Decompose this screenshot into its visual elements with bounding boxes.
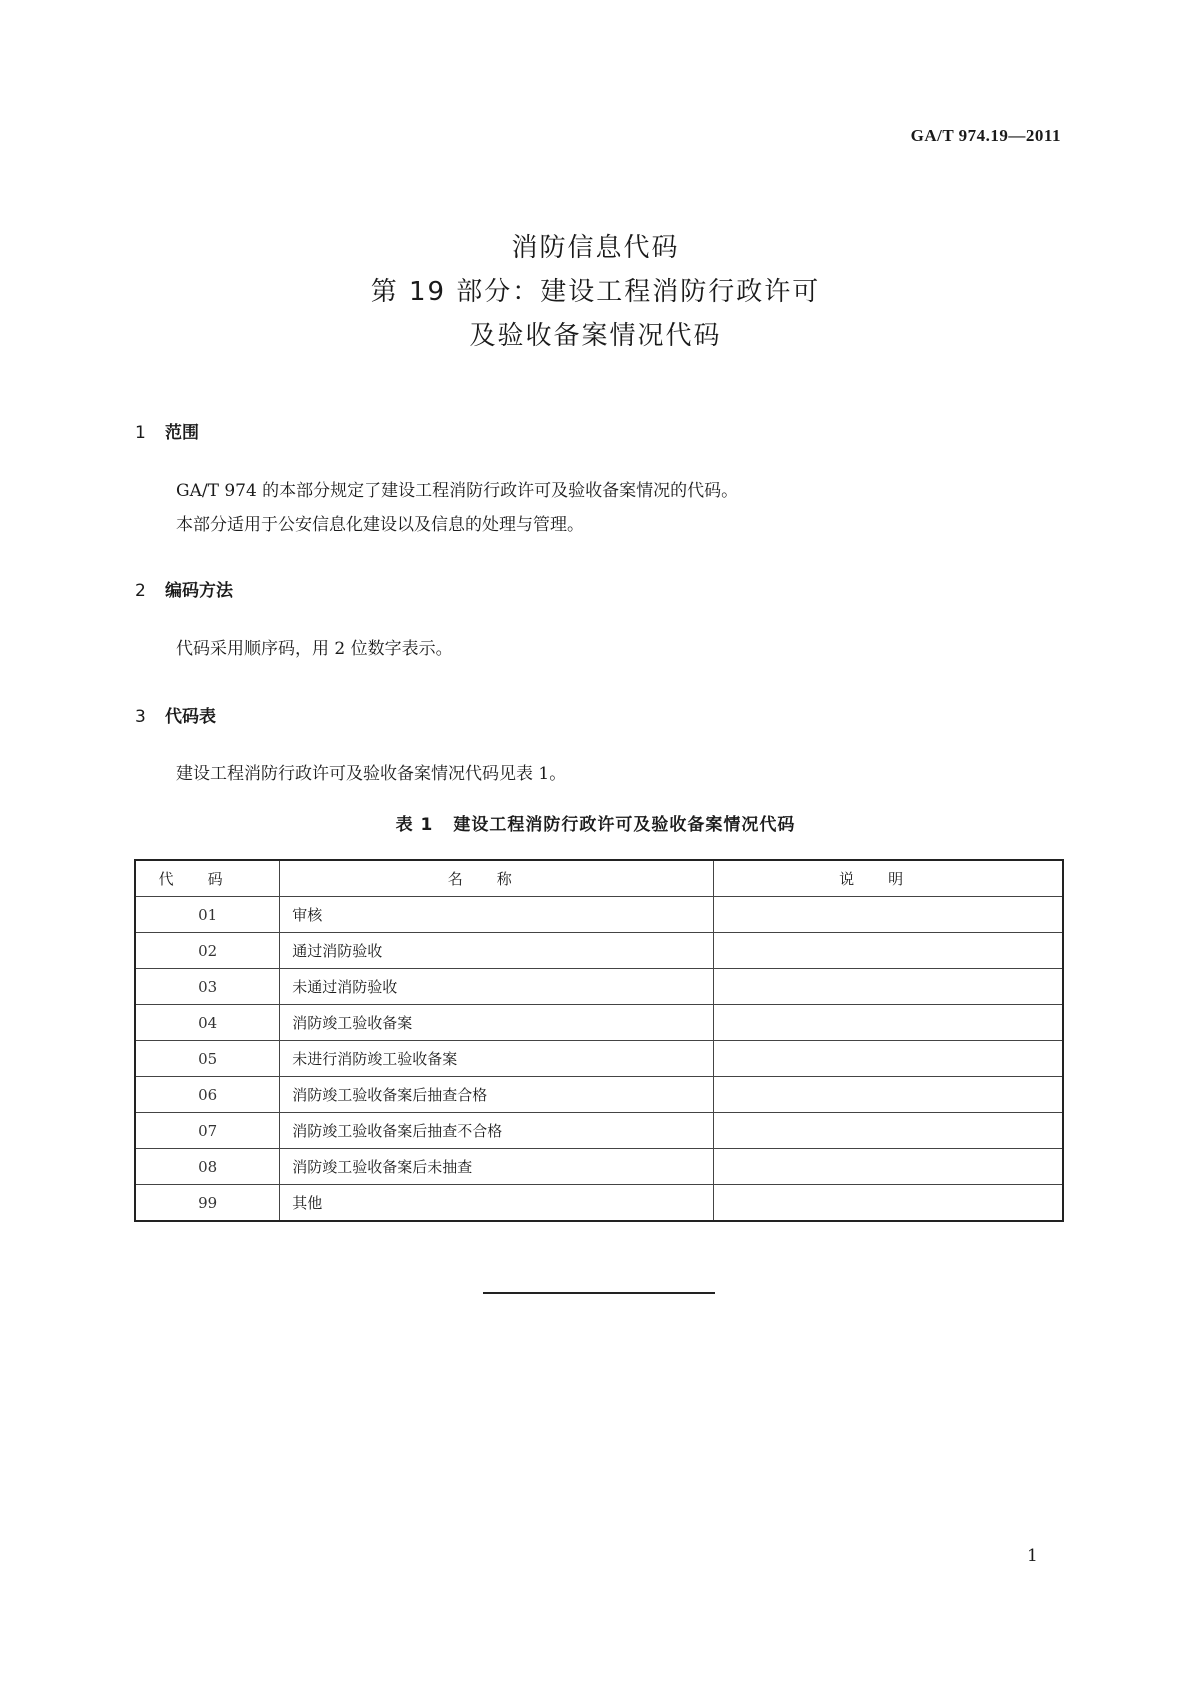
table-row — [135, 1005, 1063, 1041]
table-row — [135, 969, 1063, 1005]
section-title: 范围 — [165, 423, 199, 443]
cell-code: 01 — [135, 897, 280, 933]
title-line-2: 第 19 部分：建设工程消防行政许可 — [370, 277, 821, 307]
table-row — [135, 1077, 1063, 1113]
table-row — [135, 1041, 1063, 1077]
cell-name: 未通过消防验收 — [280, 969, 714, 1005]
header-name: 名称 — [280, 860, 714, 897]
cell-name: 消防竣工验收备案 — [280, 1005, 714, 1041]
cell-note — [714, 1149, 1063, 1185]
cell-note — [714, 1041, 1063, 1077]
end-rule-divider — [483, 1292, 715, 1294]
cell-name: 未进行消防竣工验收备案 — [280, 1041, 714, 1077]
cell-name: 消防竣工验收备案后抽查不合格 — [280, 1113, 714, 1149]
cell-name: 审核 — [280, 897, 714, 933]
section-1-paragraph-1: GA/T 974 的本部分规定了建设工程消防行政许可及验收备案情况的代码。 — [176, 481, 739, 501]
document-title — [0, 226, 1191, 358]
cell-note — [714, 969, 1063, 1005]
cell-code: 04 — [135, 1005, 280, 1041]
cell-code: 05 — [135, 1041, 280, 1077]
section-title: 代码表 — [165, 707, 216, 727]
table-row — [135, 933, 1063, 969]
cell-name: 其他 — [280, 1185, 714, 1222]
section-3-heading — [135, 702, 216, 727]
section-number: 2 — [135, 581, 146, 601]
title-line-3: 及验收备案情况代码 — [469, 321, 722, 351]
section-3-paragraph-1: 建设工程消防行政许可及验收备案情况代码见表 1。 — [176, 764, 567, 784]
cell-code: 08 — [135, 1149, 280, 1185]
cell-note — [714, 1185, 1063, 1222]
cell-name: 消防竣工验收备案后抽查合格 — [280, 1077, 714, 1113]
page-number: 1 — [1027, 1546, 1038, 1566]
cell-note — [714, 933, 1063, 969]
cell-note — [714, 1077, 1063, 1113]
section-number: 3 — [135, 707, 146, 727]
table-row — [135, 897, 1063, 933]
header-note: 说明 — [714, 860, 1063, 897]
section-1-heading — [135, 418, 199, 443]
table-row — [135, 1113, 1063, 1149]
table-caption-number: 表 1 — [395, 815, 434, 835]
code-table — [134, 859, 1064, 1222]
cell-name: 消防竣工验收备案后未抽查 — [280, 1149, 714, 1185]
table-row — [135, 1149, 1063, 1185]
cell-note — [714, 1113, 1063, 1149]
standard-code: GA/T 974.19—2011 — [910, 126, 1061, 145]
table-caption — [0, 810, 1191, 835]
section-2-heading — [135, 576, 233, 601]
header-code: 代码 — [135, 860, 280, 897]
table-caption-title: 建设工程消防行政许可及验收备案情况代码 — [453, 815, 796, 835]
cell-code: 99 — [135, 1185, 280, 1222]
table-row — [135, 1185, 1063, 1222]
section-2-paragraph-1: 代码采用顺序码，用 2 位数字表示。 — [176, 639, 453, 659]
cell-note — [714, 897, 1063, 933]
cell-note — [714, 1005, 1063, 1041]
cell-code: 03 — [135, 969, 280, 1005]
title-line-1: 消防信息代码 — [511, 233, 680, 263]
section-title: 编码方法 — [165, 581, 233, 601]
table-header-row — [135, 860, 1063, 897]
cell-code: 07 — [135, 1113, 280, 1149]
cell-code: 02 — [135, 933, 280, 969]
section-1-paragraph-2: 本部分适用于公安信息化建设以及信息的处理与管理。 — [176, 515, 584, 535]
cell-code: 06 — [135, 1077, 280, 1113]
section-number: 1 — [135, 423, 146, 443]
cell-name: 通过消防验收 — [280, 933, 714, 969]
